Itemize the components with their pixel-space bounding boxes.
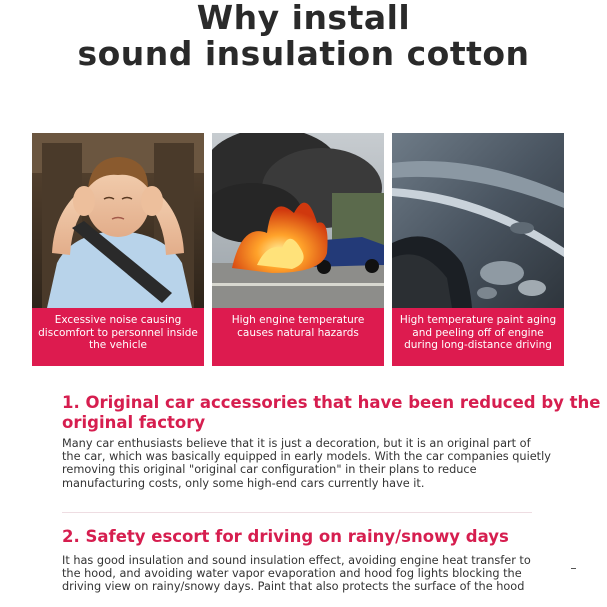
panel-caption: Excessive noise causing discomfort to personnel inside the vehicle: [32, 308, 204, 366]
panel-caption: High engine temperature causes natural hazards: [212, 308, 384, 366]
child-covering-ears-photo: [32, 133, 204, 308]
section-heading-1: 1. Original car accessories that have been reduced by the original factory: [62, 393, 601, 432]
decorative-dash: [571, 568, 576, 569]
section-body-1: Many car enthusiasts believe that it is just a decoration, but it is an original part of the car, which was basically equipped in early models. With the car companies quietly removing this original "original car configuration" in their plans to reduce manufacturing costs, only some high-end cars currently have it.: [62, 437, 551, 490]
panel-noise: [32, 133, 204, 366]
section-divider: [62, 512, 532, 513]
page-title: [0, 0, 607, 72]
title-line-1: Why install: [196, 0, 411, 37]
image-panels: [32, 133, 564, 366]
car-paint-peeling-photo: [392, 133, 564, 308]
section-body-2: It has good insulation and sound insulation effect, avoiding engine heat transfer to the hood, and avoiding water vapor evaporation and hood fog lights blocking the driving view on rainy/snowy days. Paint that also protects the surface of the hood: [62, 554, 531, 594]
title-line-2: sound insulation cotton: [77, 34, 530, 73]
panel-heat: [212, 133, 384, 366]
panel-paint: [392, 133, 564, 366]
panel-caption: High temperature paint aging and peeling off of engine during long-distance driving: [392, 308, 564, 366]
burning-car-photo: [212, 133, 384, 308]
section-heading-2: 2. Safety escort for driving on rainy/snowy days: [62, 527, 509, 546]
